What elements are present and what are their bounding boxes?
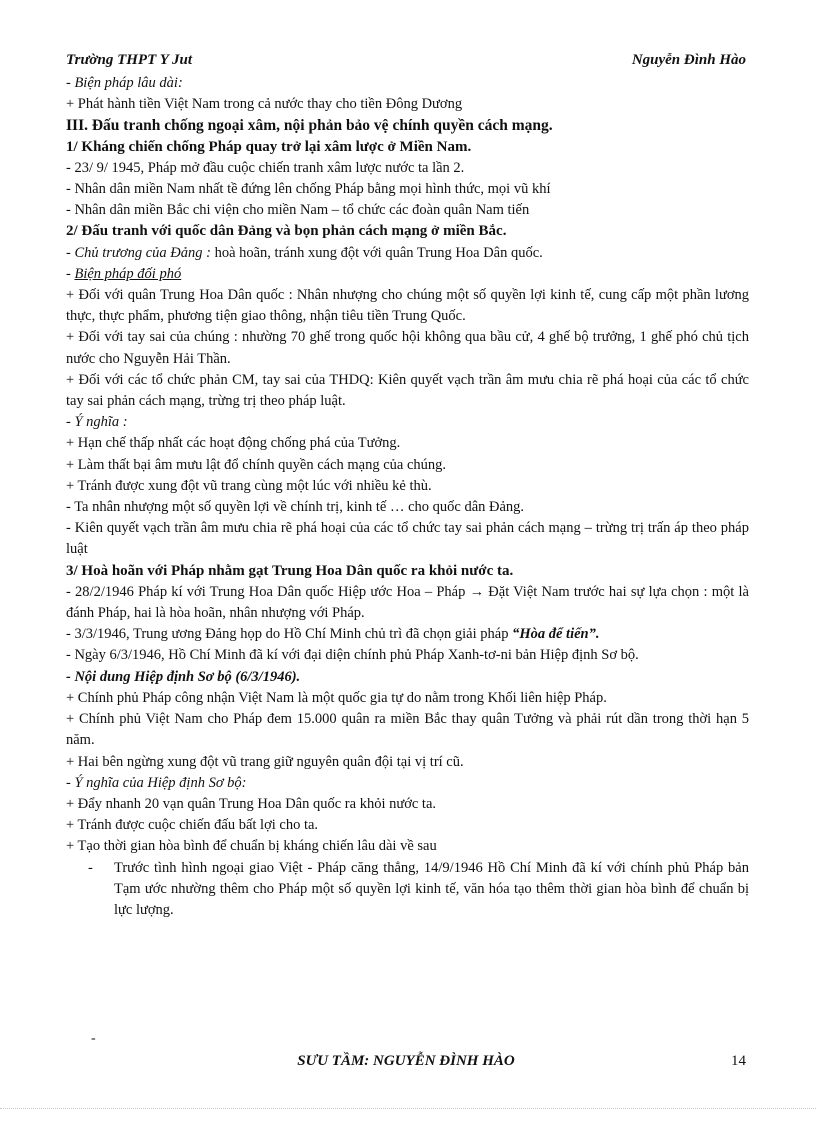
- agreement-content-heading: - Nội dung Hiệp định Sơ bộ (6/3/1946).: [66, 668, 301, 685]
- paragraph-item: + Chính phủ Việt Nam cho Pháp đem 15.000 quân ra miền Bắc thay quân Tưởng và phải rút dần trong thời hạn 5 năm.: [66, 711, 749, 749]
- paragraph-item: - Kiên quyết vạch trần âm mưu chia rẽ phá hoại của các tổ chức tay sai phản cách mạng – trừng trị trấn áp theo pháp luật: [66, 520, 749, 558]
- sub-bullet-item: [66, 858, 749, 922]
- paragraph-item: + Đối với các tổ chức phản CM, tay sai của THDQ: Kiên quyết vạch trần âm mưu chia rẽ phá hoại của các tổ chức tay sai phản cách mạng, trừng trị theo pháp luật.: [66, 371, 749, 410]
- paragraph-item: + Chính phủ Pháp công nhận Việt Nam là một quốc gia tự do nằm trong Khối liên hiệp Pháp.: [66, 689, 607, 706]
- paragraph-item: + Làm thất bại âm mưu lật đổ chính quyền cách mạng của chúng.: [66, 456, 447, 473]
- paragraph-item: - Ngày 6/3/1946, Hồ Chí Minh đã kí với đại diện chính phủ Pháp Xanh-tơ-ni bản Hiệp định Sơ bộ.: [66, 647, 639, 664]
- solution-line: [66, 624, 749, 645]
- paragraph-line: - Nhân dân miền Bắc chi viện cho miền Nam – tổ chức các đoàn quân Nam tiến: [66, 202, 530, 219]
- counter-measures-line: [66, 264, 749, 285]
- paragraph-item: + Đẩy nhanh 20 vạn quân Trung Hoa Dân quốc ra khỏi nước ta.: [66, 795, 437, 812]
- paragraph-item: - 28/2/1946 Pháp kí với Trung Hoa Dân quốc Hiệp ước Hoa – Pháp → Đặt Việt Nam trước hai sự lựa chọn : một là đánh Pháp, hai là hòa hoãn, nhân nhượng với Pháp.: [66, 583, 749, 622]
- subsection-3-heading: 3/ Hoà hoãn với Pháp nhằm gạt Trung Hoa Dân quốc ra khỏi nước ta.: [66, 562, 514, 579]
- paragraph-item: + Hai bên ngừng xung đột vũ trang giữ nguyên quân đội tại vị trí cũ.: [66, 753, 464, 770]
- dash-marker: -: [66, 414, 75, 431]
- paragraph-item: + Hạn chế thấp nhất các hoạt động chống phá của Tưởng.: [66, 435, 401, 452]
- page-number: 14: [731, 1053, 746, 1069]
- document-body: [66, 73, 749, 921]
- paragraph-item: - Ta nhân nhượng một số quyền lợi về chính trị, kinh tế … cho quốc dân Đảng.: [66, 499, 525, 516]
- subsection-2-heading: 2/ Đấu tranh với quốc dân Đảng và bọn phản cách mạng ở miền Bắc.: [66, 223, 507, 240]
- subsection-1-heading: 1/ Kháng chiến chống Pháp quay trở lại xâm lược ở Miền Nam.: [66, 138, 472, 155]
- paragraph-item: + Đối với tay sai của chúng : nhường 70 ghế trong quốc hội không qua bầu cử, 4 ghế bộ trưởng, 1 ghế phó chủ tịch nước cho Nguyễn Hải Thần.: [66, 329, 749, 367]
- page-bottom-divider: [0, 1108, 816, 1109]
- significance-label: Ý nghĩa :: [74, 414, 128, 431]
- significance-line: [66, 412, 749, 433]
- currency-item: + Phát hành tiền Việt Nam trong cả nước thay cho tiền Đông Dương: [66, 96, 463, 113]
- paragraph-item: + Đối với quân Trung Hoa Dân quốc : Nhân nhượng cho chúng một số quyền lợi kinh tế, cung cấp một phần lương thực, thực phẩm, phương tiện giao thông, nhận tiêu tiền Trung Quốc.: [66, 287, 749, 325]
- section-iii-heading: III. Đấu tranh chống ngoại xâm, nội phản bảo vệ chính quyền cách mạng.: [66, 117, 553, 135]
- party-policy-line: [66, 243, 749, 264]
- sub-bullet-text: Trước tình hình ngoại giao Việt - Pháp căng thẳng, 14/9/1946 Hồ Chí Minh đã kí với chính phủ Pháp bản Tạm ước nhường thêm cho Pháp một số quyền lợi kinh tế, văn hóa tạo thêm thời gian hòa bình để chuẩn bị lực lượng.: [114, 859, 749, 918]
- paragraph-item: + Tránh được xung đột vũ trang cùng một lúc với nhiều kẻ thù.: [66, 477, 432, 494]
- party-policy-label: - Chủ trương của Đảng :: [66, 244, 211, 261]
- stray-dash: -: [91, 1031, 96, 1046]
- solution-text: - 3/3/1946, Trung ương Đảng họp do Hồ Chí Minh chủ trì đã chọn giải pháp: [66, 626, 513, 643]
- paragraph-line: - 23/ 9/ 1945, Pháp mở đầu cuộc chiến tranh xâm lược nước ta lần 2.: [66, 159, 465, 176]
- author-name: Nguyễn Đình Hào: [631, 52, 746, 68]
- page-header: [66, 52, 746, 72]
- counter-measures-label: Biện pháp đối phó: [74, 265, 182, 282]
- bullet-dash: -: [88, 859, 93, 876]
- paragraph-item: + Tránh được cuộc chiến đấu bất lợi cho ta.: [66, 817, 319, 834]
- long-term-measures-label: - Biện pháp lâu dài:: [66, 75, 183, 91]
- page-footer: [66, 1053, 746, 1075]
- school-name: Trường THPT Y Jut: [66, 52, 193, 68]
- solution-quote: “Hòa để tiến”.: [512, 626, 600, 643]
- party-policy-text: hoà hoãn, tránh xung đột với quân Trung Hoa Dân quốc.: [210, 244, 543, 261]
- agreement-significance-label: - Ý nghĩa của Hiệp định Sơ bộ:: [66, 774, 247, 791]
- footer-credit: SƯU TẦM: NGUYỄN ĐÌNH HÀO: [297, 1053, 515, 1069]
- paragraph-item: + Tạo thời gian hòa bình để chuẩn bị kháng chiến lâu dài về sau: [66, 838, 437, 855]
- paragraph-line: - Nhân dân miền Nam nhất tề đứng lên chống Pháp bằng mọi hình thức, mọi vũ khí: [66, 181, 551, 198]
- dash-marker: -: [66, 265, 75, 282]
